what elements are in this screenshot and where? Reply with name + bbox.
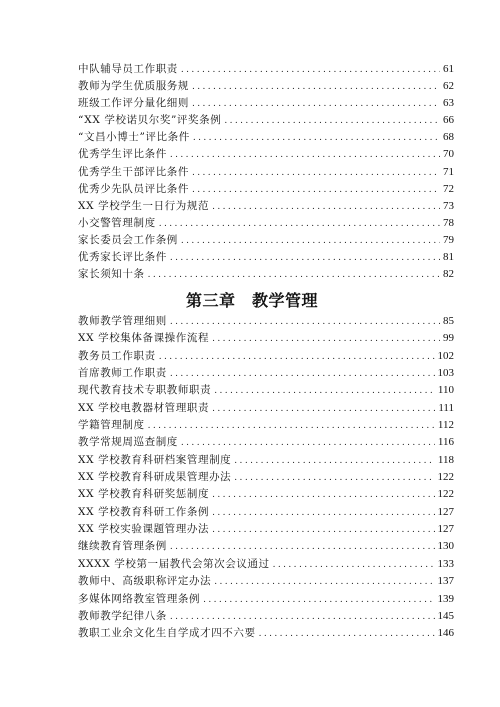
toc-entry: [78, 382, 454, 399]
dot-leader: [214, 383, 435, 400]
toc-entry-title: 教务员工作职责: [78, 349, 156, 362]
toc-entry-page: 85: [443, 315, 454, 327]
toc-entry: [78, 198, 454, 215]
toc-entry-title: 继续教育管理条例: [78, 540, 167, 553]
toc-entry: [78, 78, 454, 95]
toc-entry: [78, 625, 454, 642]
toc-entry-page: 102: [437, 349, 454, 362]
toc-entry: [78, 556, 454, 573]
toc-entry: [78, 330, 454, 347]
toc-entry-title: 教师为学生优质服务规: [78, 80, 189, 93]
toc-entry-title: 优秀家长评比条件: [78, 251, 167, 264]
toc-entry-title: XX 学校教育科研工作条例: [78, 505, 210, 518]
toc-entry-page: 145: [437, 609, 454, 622]
dot-leader: [148, 267, 440, 284]
toc-entry-page: 72: [443, 182, 454, 195]
toc-entry: [78, 164, 454, 181]
toc-entry-page: 127: [437, 523, 454, 536]
toc-entry-title: 教学常规周巡查制度: [78, 436, 178, 449]
toc-entry-page: 111: [438, 401, 454, 414]
toc-entry-page: 110: [437, 384, 454, 397]
toc-entry-title: “文昌小博士”评比条件: [78, 131, 190, 144]
toc-entry-page: 73: [443, 199, 454, 212]
dot-leader: [214, 574, 434, 591]
toc-entry-title: 家长须知十条: [78, 268, 145, 281]
toc-entry-title: XX 学校教育科研奖惩制度: [78, 488, 210, 501]
toc-entry-page: 82: [443, 268, 454, 281]
dot-leader: [148, 418, 435, 435]
dot-leader: [193, 130, 440, 147]
toc-entry: [78, 181, 454, 198]
toc-entry-title: XX 学校电教器材管理职责: [78, 401, 210, 414]
toc-entry-page: 71: [443, 165, 454, 178]
toc-entry-title: 首席教师工作职责: [78, 367, 167, 380]
toc-entry-title: 多媒体网络教室管理条例: [78, 592, 201, 605]
toc-entry-title: 中队辅导员工作职责: [78, 63, 178, 75]
dot-leader: [159, 349, 435, 366]
toc-entry-title: 家长委员会工作条例: [78, 233, 178, 246]
toc-entry-title: 教师教学纪律八条: [78, 609, 167, 622]
toc-entry: [78, 538, 454, 555]
toc-entry: [78, 434, 454, 451]
toc-entry: [78, 266, 454, 283]
toc-entry: [78, 608, 454, 625]
toc-entry: [78, 61, 454, 78]
toc-entry-title: 教师中、高级职称评定办法: [78, 575, 212, 588]
dot-leader: [212, 522, 434, 539]
toc-entry: [78, 348, 454, 365]
dot-leader: [181, 435, 435, 452]
toc-entry-page: 139: [437, 592, 454, 605]
toc-entry-title: XX 学校集体备课操作流程: [78, 332, 210, 345]
dot-leader: [212, 487, 434, 504]
toc-entry-page: 66: [443, 114, 454, 127]
dot-leader: [273, 557, 435, 574]
toc-entry-page: 62: [443, 80, 454, 93]
dot-leader: [234, 470, 434, 487]
dot-leader: [192, 79, 440, 96]
toc-entry: [78, 452, 454, 469]
dot-leader: [212, 331, 440, 348]
toc-entry-title: 学籍管理制度: [78, 419, 145, 432]
toc-entry-page: 61: [443, 63, 454, 75]
dot-leader: [170, 539, 435, 556]
toc-entry: [78, 232, 454, 249]
dot-leader: [203, 592, 434, 609]
toc-entry-page: 112: [437, 419, 454, 432]
dot-leader: [192, 165, 440, 182]
chapter-heading: 第三章 教学管理: [186, 291, 319, 310]
toc-entry-page: 79: [443, 233, 454, 246]
toc-entry: [78, 573, 454, 590]
dot-leader: [159, 216, 440, 233]
toc-entry: [78, 129, 454, 146]
toc-entry: [78, 249, 454, 266]
toc-entry-title: “XX 学校诺贝尔奖”评奖条例: [78, 114, 222, 127]
dot-leader: [234, 453, 435, 470]
toc-entry-page: 81: [443, 251, 454, 264]
toc-entry-page: 103: [437, 367, 454, 380]
toc-entry-title: XX 学校教育科研成果管理办法: [78, 471, 232, 484]
toc-entry-page: 122: [437, 471, 454, 484]
toc-entry-title: 小交警管理制度: [78, 216, 156, 229]
toc-entry-title: 优秀学生评比条件: [78, 148, 167, 161]
toc-entry-title: 现代教育技术专职教师职责: [78, 384, 212, 397]
toc-entry: [78, 486, 454, 503]
toc-entry-title: XX 学校实验课题管理办法: [78, 523, 210, 536]
dot-leader: [192, 96, 440, 113]
toc-entry-title: 教职工业余文化生自学成才四不六要: [78, 627, 256, 640]
dot-leader: [170, 250, 440, 267]
toc-entry-page: 122: [437, 488, 454, 501]
dot-leader: [181, 62, 440, 79]
toc-entry: [78, 469, 454, 486]
dot-leader: [224, 113, 440, 130]
dot-leader: [170, 147, 440, 164]
toc-entry-title: 班级工作评分量化细则: [78, 97, 189, 110]
dot-leader: [212, 401, 435, 418]
toc-entry: [78, 591, 454, 608]
toc-entry: [78, 112, 454, 129]
dot-leader: [170, 609, 435, 626]
toc-entry-title: 优秀少先队员评比条件: [78, 182, 189, 195]
toc-entry: [78, 400, 454, 417]
toc-entry: [78, 313, 454, 330]
toc-entry-title: XXXX 学校第一届教代会第次会议通过: [78, 557, 270, 570]
toc-entry: [78, 417, 454, 434]
toc-entry-page: 146: [437, 627, 454, 640]
dot-leader: [170, 366, 435, 383]
toc-entry-page: 63: [443, 97, 454, 110]
dot-leader: [259, 626, 435, 643]
toc-entry-page: 118: [437, 453, 454, 466]
toc-entry: [78, 215, 454, 232]
toc-entry-page: 116: [437, 436, 454, 449]
toc-entry-page: 137: [437, 575, 454, 588]
toc-entry-page: 99: [443, 332, 454, 345]
toc-entry-title: XX 学校学生一日行为规范: [78, 199, 210, 212]
toc-entry-page: 78: [443, 216, 454, 229]
dot-leader: [212, 505, 434, 522]
toc-entry-page: 127: [437, 505, 454, 518]
toc-entry-page: 130: [437, 540, 454, 553]
toc-entry-page: 68: [443, 131, 454, 144]
toc-entry-title: XX 学校教育科研档案管理制度: [78, 453, 232, 466]
toc-entry-title: 教师教学管理细则: [78, 315, 167, 327]
toc-entry: [78, 521, 454, 538]
dot-leader: [170, 314, 440, 331]
toc-entry: [78, 95, 454, 112]
toc-entry-page: 133: [437, 557, 454, 570]
toc-entry: [78, 504, 454, 521]
dot-leader: [181, 233, 440, 250]
dot-leader: [192, 182, 440, 199]
toc-entry: [78, 146, 454, 163]
toc-section-teaching-management: [78, 313, 454, 643]
toc-entry: [78, 365, 454, 382]
toc-section-student-management: [78, 61, 454, 283]
toc-entry-title: 优秀学生干部评比条件: [78, 165, 189, 178]
toc-entry-page: 70: [443, 148, 454, 161]
dot-leader: [212, 199, 440, 216]
